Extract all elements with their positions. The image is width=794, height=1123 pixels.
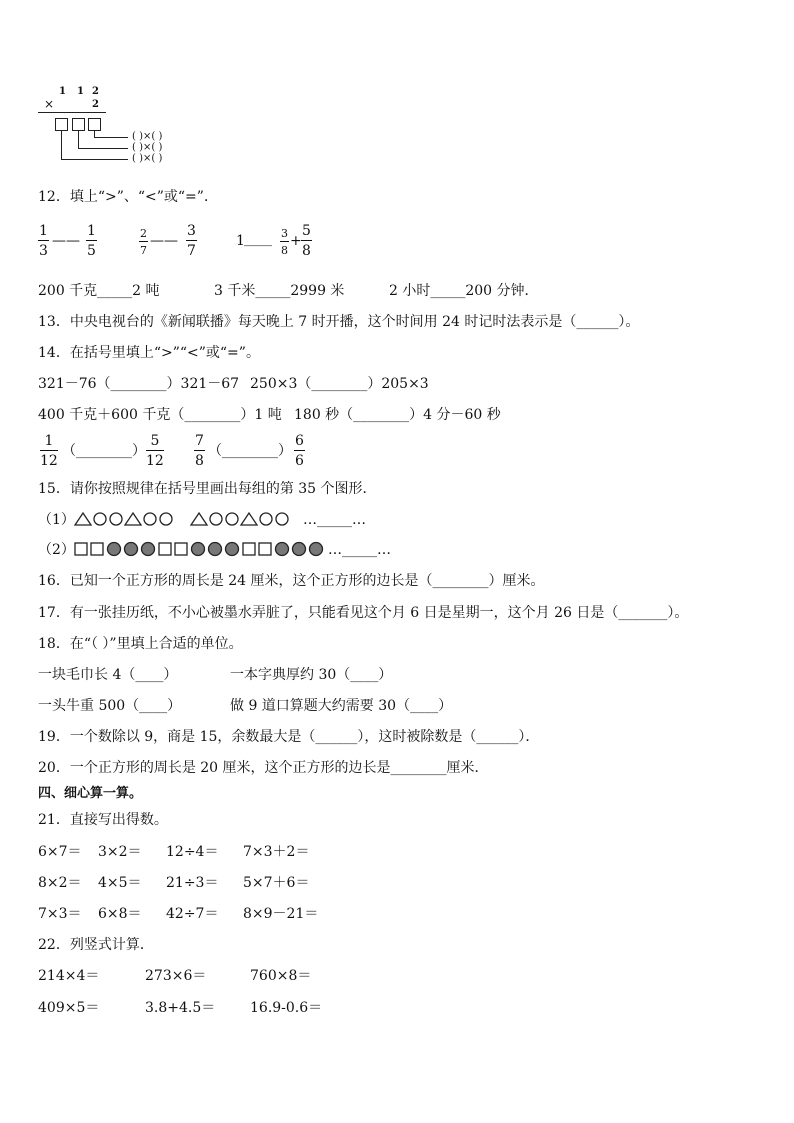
circle-icon: [260, 513, 272, 525]
q14-row1-a: 321－76（________）321－67: [38, 376, 240, 392]
q12-unit-3: 2 小时_____200 分钟．: [389, 283, 539, 299]
q15-group1-blank[interactable]: …_____…: [303, 512, 366, 528]
section-heading: 四、细心算一算。: [38, 786, 143, 801]
triangle-icon: [125, 513, 141, 525]
q20-text: 20．一个正方形的周长是 20 厘米，这个正方形的边长是________厘米．: [38, 760, 489, 776]
connector-line: [61, 159, 128, 160]
q12-plus: +: [290, 233, 302, 249]
connector-line: [78, 131, 79, 149]
triangle-icon: [241, 513, 257, 525]
q12-frac-f: $\frac{3}{8}$: [281, 227, 288, 257]
circle-icon: [210, 513, 222, 525]
q21-r1-c1: 6×7＝: [38, 844, 82, 860]
circle-icon: [160, 513, 172, 525]
q16-text: 16．已知一个正方形的周长是 24 厘米，这个正方形的边长是（________）厘米。: [38, 573, 545, 589]
q18-item-2: 一本字典厚约 30（____）: [230, 667, 393, 683]
q21-r3-c1: 7×3＝: [38, 906, 82, 922]
filled-circle-icon: [293, 543, 306, 556]
paren-row-2: ( )×( ): [132, 142, 163, 153]
q22-r1-c1: 214×4＝: [38, 968, 100, 984]
times-sign: ×: [44, 97, 55, 111]
q22-r1-c2: 273×6＝: [145, 968, 207, 984]
q12-unit-2: 3 千米_____2999 米: [214, 283, 345, 299]
q22-r2-c1: 409×5＝: [38, 1000, 100, 1016]
square-icon: [259, 543, 271, 555]
filled-circle-icon: [108, 543, 121, 556]
square-icon: [175, 543, 187, 555]
square-icon: [91, 543, 103, 555]
pattern-2-svg: [74, 541, 330, 557]
square-icon: [159, 543, 171, 555]
q12-whole-one: 1: [236, 233, 245, 249]
square-icon: [243, 543, 255, 555]
paren-row-3: ( )×( ): [132, 153, 163, 164]
q22-r2-c2: 3.8+4.5＝: [145, 1000, 216, 1016]
q21-r3-c3: 42÷7＝: [166, 906, 219, 922]
q18-item-4: 做 9 道口算题大约需要 30（____）: [230, 698, 453, 714]
q15-group2-shapes: [74, 541, 330, 557]
q21-r2-c1: 8×2＝: [38, 875, 82, 891]
q12-blank-1[interactable]: ——: [52, 233, 80, 249]
answer-box-2[interactable]: [72, 118, 85, 131]
q15-group2-label: （2）: [38, 542, 75, 558]
q14-row2-b: 180 秒（________）4 分－60 秒: [294, 407, 501, 423]
triangle-icon: [75, 513, 91, 525]
q12-prompt: 12．填上“>”、“<”或“=”．: [38, 189, 218, 205]
connector-line: [78, 148, 128, 149]
q21-r3-c2: 6×8＝: [98, 906, 142, 922]
q21-r2-c3: 21÷3＝: [166, 875, 219, 891]
q12-frac-c: $\frac{2}{7}$: [140, 227, 147, 257]
triangle-icon: [191, 513, 207, 525]
q18-item-1: 一块毛巾长 4（____）: [38, 667, 178, 683]
filled-circle-icon: [310, 543, 323, 556]
circle-icon: [226, 513, 238, 525]
q12-frac-d: $\frac{3}{7}$: [187, 223, 196, 259]
q21-r2-c4: 5×7＋6＝: [243, 875, 310, 891]
q21-r2-c2: 4×5＝: [98, 875, 142, 891]
circle-icon: [144, 513, 156, 525]
q14-frac-blank-2[interactable]: （________）: [208, 443, 292, 459]
circle-icon: [110, 513, 122, 525]
q12-blank-3[interactable]: ____: [244, 231, 272, 247]
paren-row-1: ( )×( ): [132, 131, 163, 142]
answer-box-3[interactable]: [88, 118, 101, 131]
q14-frac-b: $\frac{5}{12}$: [146, 433, 164, 469]
q22-prompt: 22．列竖式计算．: [38, 937, 154, 953]
top-digit-2: 1: [77, 86, 84, 97]
q15-group1-shapes: [74, 511, 304, 527]
q21-r1-c2: 3×2＝: [98, 844, 142, 860]
answer-box-1[interactable]: [55, 118, 68, 131]
q17-text: 17．有一张挂历纸，不小心被墨水弄脏了，只能看见这个月 6 日是星期一，这个月 26 日是（_______）。: [38, 605, 689, 621]
product-line: [38, 112, 106, 113]
q14-prompt: 14．在括号里填上“>”“<”或“=”。: [38, 345, 260, 361]
q21-r1-c4: 7×3＋2＝: [243, 844, 310, 860]
q21-prompt: 21．直接写出得数。: [38, 812, 168, 828]
filled-circle-icon: [276, 543, 289, 556]
q15-group1-label: （1）: [38, 512, 75, 528]
q12-frac-a: $\frac{1}{3}$: [39, 223, 48, 259]
filled-circle-icon: [226, 543, 239, 556]
pattern-1-svg: [74, 511, 304, 527]
connector-line: [94, 137, 128, 138]
q18-prompt: 18．在“（ ）”里填上合适的单位。: [38, 636, 243, 652]
q14-frac-blank-1[interactable]: （________）: [62, 443, 146, 459]
square-icon: [75, 543, 87, 555]
q18-item-3: 一头牛重 500（____）: [38, 698, 182, 714]
q14-row2-a: 400 千克＋600 千克（________）1 吨: [38, 407, 282, 423]
q14-frac-d: $\frac{6}{6}$: [295, 433, 304, 469]
connector-line: [61, 131, 62, 160]
q19-text: 19．一个数除以 9，商是 15，余数最大是（______），这时被除数是（______）．: [38, 729, 540, 745]
q14-row1-b: 250×3（________）205×3: [250, 376, 429, 392]
q13-text: 13．中央电视台的《新闻联播》每天晚上 7 时开播，这个时间用 24 时记时法表示是（______）。: [38, 314, 640, 330]
q21-r1-c3: 12÷4＝: [166, 844, 219, 860]
q22-r2-c3: 16.9-0.6＝: [250, 1000, 323, 1016]
q21-r3-c4: 8×9－21＝: [243, 906, 319, 922]
q14-frac-c: $\frac{7}{8}$: [195, 433, 204, 469]
circle-icon: [94, 513, 106, 525]
q12-frac-b: $\frac{1}{5}$: [87, 223, 96, 259]
top-digit-1: 1: [59, 86, 66, 97]
q12-unit-1: 200 千克_____2 吨: [38, 283, 160, 299]
q22-r1-c3: 760×8＝: [250, 968, 312, 984]
q12-blank-2[interactable]: ——: [150, 233, 178, 249]
circle-icon: [276, 513, 288, 525]
filled-circle-icon: [192, 543, 205, 556]
q14-frac-a: $\frac{1}{12}$: [40, 433, 58, 469]
filled-circle-icon: [209, 543, 222, 556]
q15-group2-blank[interactable]: …_____…: [328, 542, 391, 558]
q15-prompt: 15．请你按照规律在括号里画出每组的第 35 个图形．: [38, 481, 377, 497]
filled-circle-icon: [142, 543, 155, 556]
q12-frac-g: $\frac{5}{8}$: [302, 223, 311, 259]
filled-circle-icon: [125, 543, 138, 556]
multiplier-digit: 2: [92, 99, 99, 110]
top-digit-3: 2: [92, 86, 99, 97]
